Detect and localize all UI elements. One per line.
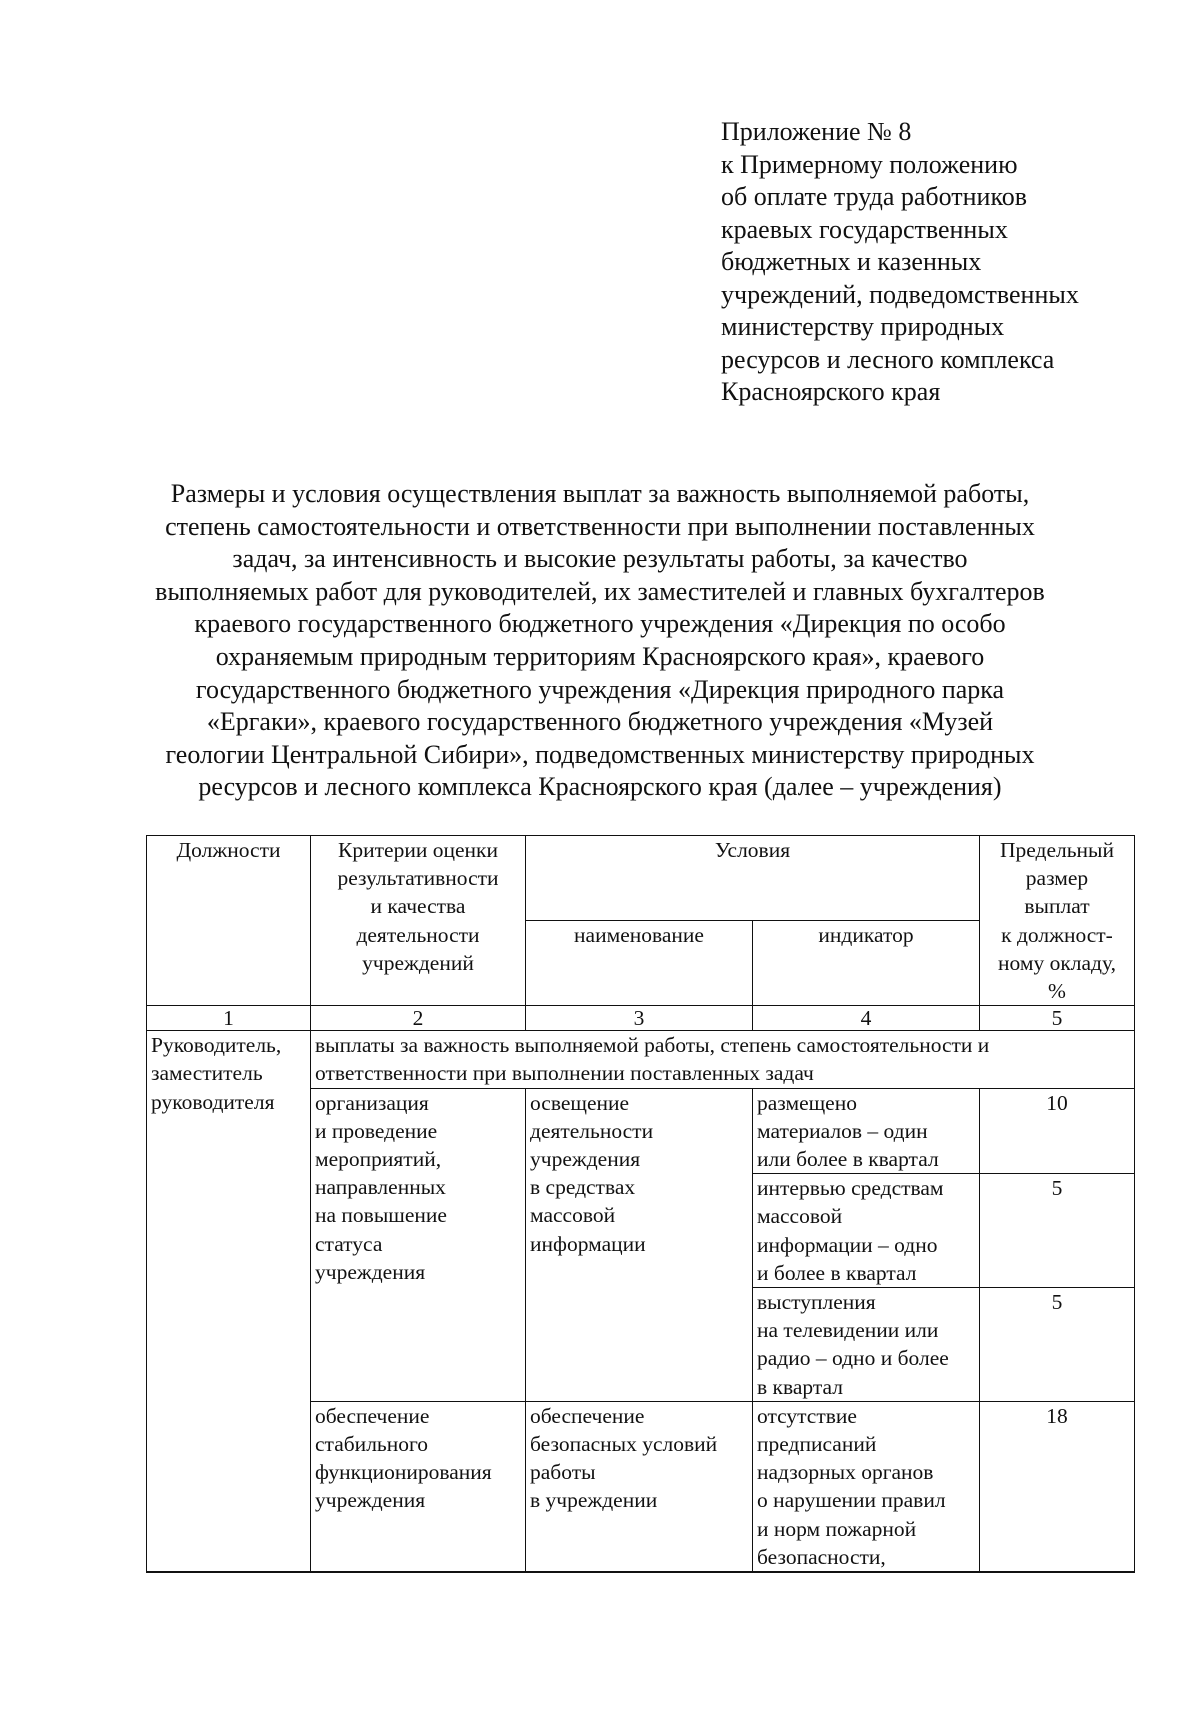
indicator-line: отсутствие — [757, 1403, 857, 1428]
title-line: ресурсов и лесного комплекса Красноярского края (далее – учреждения) — [198, 772, 1002, 802]
title-line: «Ергаки», краевого государственного бюджетного учреждения «Музей — [206, 707, 994, 737]
criterion-line: и проведение — [315, 1118, 438, 1143]
position-line: руководителя — [151, 1089, 275, 1114]
appendix-line: об оплате труда работников — [721, 182, 1028, 211]
appendix-line: ресурсов и лесного комплекса — [721, 344, 1055, 374]
position-line: заместитель — [151, 1061, 263, 1086]
header-limit-line: ному окладу, — [998, 950, 1116, 975]
indicator-line: и более в квартал — [757, 1260, 917, 1285]
header-limit-line: размер — [1025, 866, 1089, 891]
column-number: 5 — [980, 1006, 1135, 1031]
condition-name-line: в средствах — [530, 1175, 636, 1200]
appendix-line: краевых государственных — [721, 214, 1008, 244]
header-criteria — [311, 836, 526, 1006]
position-cell — [147, 1031, 311, 1572]
criterion-line: организация — [315, 1090, 429, 1115]
column-number: 3 — [526, 1006, 753, 1031]
criterion-line: статуса — [315, 1231, 383, 1256]
indicator-line: информации – одно — [757, 1232, 938, 1257]
document-title — [120, 478, 1080, 804]
indicator-cell — [753, 1088, 980, 1174]
header-conditions: Условия — [526, 836, 980, 921]
criterion-cell — [311, 1401, 526, 1572]
appendix-line: учреждений, подведомственных — [721, 279, 1079, 309]
header-criteria-line: учреждений — [362, 950, 474, 975]
appendix-line: Приложение № 8 — [721, 117, 912, 146]
title-line: геологии Центральной Сибири», подведомственных министерству природных — [165, 739, 1035, 769]
section-heading — [311, 1031, 1135, 1088]
indicator-cell — [753, 1288, 980, 1402]
section-row — [147, 1031, 1135, 1088]
header-name: наименование — [526, 921, 753, 1006]
indicator-cell — [753, 1174, 980, 1288]
header-criteria-line: деятельности — [356, 922, 480, 947]
header-criteria-line: результативности — [337, 866, 499, 891]
condition-name-line: учреждения — [530, 1147, 641, 1172]
header-limit-line: к должност- — [1001, 922, 1113, 947]
appendix-line: министерству природных — [721, 312, 1005, 341]
title-line: охраняемым природным территориям Красноярского края», краевого — [215, 641, 985, 671]
condition-name-line: освещение — [530, 1090, 630, 1115]
header-limit-line: выплат — [1024, 894, 1090, 919]
condition-name-cell — [526, 1401, 753, 1572]
indicator-line: размещено — [757, 1090, 857, 1115]
criterion-line: учреждения — [315, 1488, 426, 1513]
header-limit-line: Предельный — [999, 838, 1114, 862]
appendix-line: к Примерному положению — [721, 149, 1018, 179]
condition-name-line: деятельности — [530, 1118, 654, 1143]
limit-value: 5 — [980, 1288, 1135, 1402]
limit-value: 5 — [980, 1174, 1135, 1288]
indicator-cell — [753, 1401, 980, 1572]
payments-table — [146, 835, 1135, 1573]
condition-name-cell — [526, 1088, 753, 1401]
title-line: государственного бюджетного учреждения «Дирекция природного парка — [195, 674, 1005, 704]
limit-value: 10 — [980, 1088, 1135, 1174]
column-number: 1 — [147, 1006, 311, 1031]
condition-name-line: информации — [530, 1231, 646, 1256]
condition-name-line: массовой — [530, 1203, 616, 1228]
criterion-line: на повышение — [315, 1203, 447, 1228]
criterion-line: мероприятий, — [315, 1147, 442, 1172]
indicator-line: интервью средствам — [757, 1176, 944, 1201]
section-line: ответственности при выполнении поставленных задач — [315, 1061, 814, 1086]
title-line: краевого государственного бюджетного учреждения «Дирекция по особо — [194, 609, 1006, 639]
criterion-line: направленных — [315, 1175, 446, 1200]
indicator-line: массовой — [757, 1204, 843, 1229]
appendix-line: Красноярского края — [721, 377, 941, 406]
indicator-line: радио – одно и более — [757, 1346, 949, 1371]
header-criteria-line: и качества — [370, 894, 466, 919]
condition-name-line: обеспечение — [530, 1403, 645, 1428]
indicator-line: материалов – один — [757, 1118, 928, 1143]
limit-value: 18 — [980, 1401, 1135, 1572]
indicator-line: выступления — [757, 1290, 876, 1315]
indicator-line: на телевидении или — [757, 1318, 939, 1343]
header-position: Должности — [147, 836, 311, 1006]
indicator-line: или более в квартал — [757, 1147, 939, 1172]
indicator-line: в квартал — [757, 1374, 843, 1399]
criterion-line: обеспечение — [315, 1403, 430, 1428]
indicator-line: безопасности, — [757, 1544, 886, 1569]
position-line: Руководитель, — [151, 1033, 282, 1058]
header-limit — [980, 836, 1135, 1006]
column-number-row — [147, 1006, 1135, 1031]
appendix-block — [721, 116, 1161, 409]
condition-name-line: в учреждении — [530, 1488, 658, 1513]
header-row — [147, 836, 1135, 921]
title-line: выполняемых работ для руководителей, их заместителей и главных бухгалтеров — [155, 576, 1045, 606]
appendix-line: бюджетных и казенных — [721, 247, 982, 276]
criterion-cell — [311, 1088, 526, 1401]
column-number: 2 — [311, 1006, 526, 1031]
indicator-line: и норм пожарной — [757, 1516, 917, 1541]
title-line: Размеры и условия осуществления выплат за важность выполняемой работы, — [170, 479, 1030, 508]
criterion-line: стабильного — [315, 1432, 429, 1457]
header-indicator: индикатор — [753, 921, 980, 1006]
condition-name-line: работы — [530, 1460, 596, 1485]
indicator-line: надзорных органов — [757, 1460, 934, 1485]
section-line: выплаты за важность выполняемой работы, степень самостоятельности и — [315, 1033, 990, 1058]
header-criteria-line: Критерии оценки — [338, 838, 498, 862]
header-limit-line: % — [1048, 979, 1066, 1004]
indicator-line: предписаний — [757, 1432, 877, 1457]
column-number: 4 — [753, 1006, 980, 1031]
criterion-line: функционирования — [315, 1460, 492, 1485]
condition-name-line: безопасных условий — [530, 1432, 718, 1457]
title-line: задач, за интенсивность и высокие результаты работы, за качество — [232, 544, 968, 574]
title-line: степень самостоятельности и ответственности при выполнении поставленных — [165, 511, 1035, 541]
criterion-line: учреждения — [315, 1259, 426, 1284]
indicator-line: о нарушении правил — [757, 1488, 946, 1513]
